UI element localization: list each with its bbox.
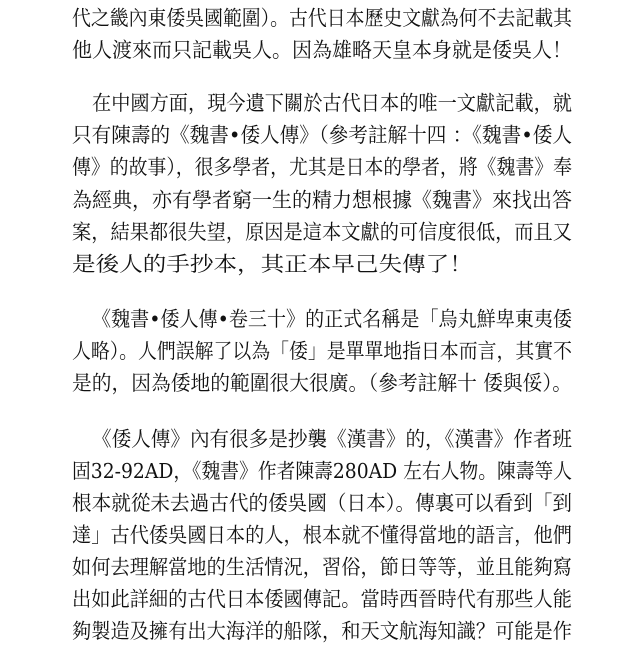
text-line: 是的，因為倭地的範圍很大很廣。（參考註解十 倭與俀）。 — [72, 371, 572, 395]
text-line: 為經典，亦有學者窮一生的精力想根據《魏書》來找出答 — [72, 188, 572, 212]
text-line: 達」古代倭吳國日本的人，根本就不懂得當地的語言，他們 — [72, 523, 572, 547]
text-line: 人略）。人們誤解了以為「倭」是單單地指日本而言，其實不 — [72, 339, 572, 363]
text-line: 固32-92AD，《魏書》作者陳壽280AD 左右人物。陳壽等人 — [72, 459, 572, 483]
text-line: 出如此詳細的古代日本倭國傳記。當時西晉時代有那些人能 — [72, 587, 572, 611]
text-line: 他人渡來而只記載吳人。因為雄略天皇本身就是倭吳人！ — [72, 38, 572, 62]
paragraph-first-line: 在中國方面，現今遺下關於古代日本的唯一文獻記載，就 — [92, 91, 572, 115]
text-line: 夠製造及擁有出大海洋的船隊，和天文航海知識？可能是作 — [72, 619, 572, 643]
text-line: 案，結果都很失望，原因是這本文獻的可信度很低，而且又 — [72, 220, 572, 244]
text-line: 是後人的手抄本，其正本早己失傳了！ — [72, 252, 473, 276]
text-line: 代之畿內東倭吳國範圍）。古代日本歷史文獻為何不去記載其 — [72, 6, 572, 30]
paragraph-first-line: 《倭人傳》內有很多是抄襲《漢書》的，《漢書》作者班 — [92, 427, 572, 451]
text-line: 傳》的故事），很多學者，尤其是日本的學者，將《魏書》奉 — [72, 155, 572, 179]
text-line: 如何去理解當地的生活情況，習俗，節日等等，並且能夠寫 — [72, 555, 572, 579]
text-line: 根本就從未去過古代的倭吳國（日本）。傳裏可以看到「到 — [72, 491, 572, 515]
text-line: 只有陳壽的《魏書•倭人傳》（參考註解十四 ：《魏書•倭人 — [72, 123, 572, 147]
paragraph-first-line: 《魏書•倭人傳•卷三十》的正式名稱是「烏丸鮮卑東夷倭 — [92, 307, 572, 331]
